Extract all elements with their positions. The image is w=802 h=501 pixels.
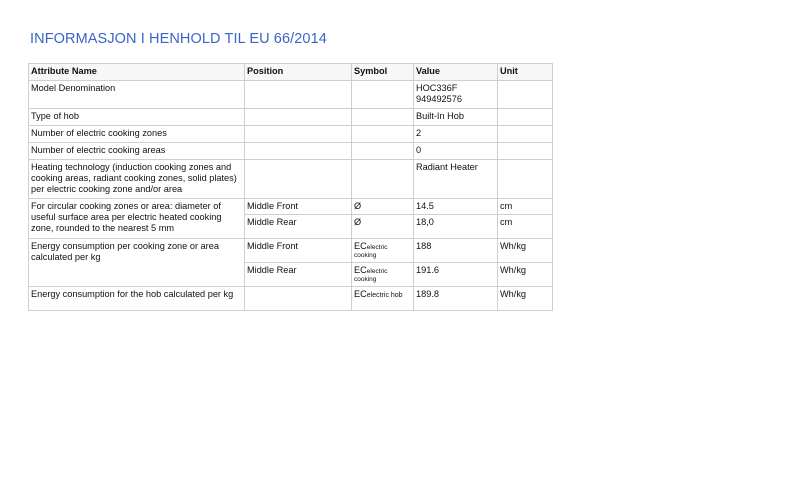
cell-attribute: Number of electric cooking zones xyxy=(29,126,245,143)
table-row-energy-hob xyxy=(29,287,553,311)
header-position: Position xyxy=(245,64,352,81)
header-value: Value xyxy=(414,64,498,81)
cell-value: 18,0 xyxy=(414,215,498,239)
table-row-hob-type xyxy=(29,109,553,126)
symbol-ec: EC xyxy=(354,265,367,275)
symbol-ec: EC xyxy=(354,241,367,251)
cell-symbol xyxy=(352,287,414,311)
header-attribute-name: Attribute Name xyxy=(29,64,245,81)
cell-attribute: Heating technology (induction cooking zones and cooking areas, radiant cooking zones, solid plates) per electric cooking zone and/or area xyxy=(29,160,245,199)
table-row-areas xyxy=(29,143,553,160)
cell-symbol xyxy=(352,239,414,263)
cell-unit xyxy=(498,143,553,160)
page-title: INFORMASJON I HENHOLD TIL EU 66/2014 xyxy=(30,31,327,47)
cell-value: 188 xyxy=(414,239,498,263)
cell-attribute: Energy consumption for the hob calculated per kg xyxy=(29,287,245,311)
cell-position xyxy=(245,81,352,109)
cell-position xyxy=(245,287,352,311)
table-row-heating xyxy=(29,160,553,199)
cell-unit: cm xyxy=(498,199,553,215)
product-info-table xyxy=(28,63,553,311)
cell-symbol xyxy=(352,126,414,143)
header-unit: Unit xyxy=(498,64,553,81)
symbol-ec: EC xyxy=(354,289,367,299)
cell-symbol xyxy=(352,143,414,160)
cell-symbol: Ø xyxy=(352,215,414,239)
symbol-subscript: electric hob xyxy=(366,292,403,299)
cell-unit: Wh/kg xyxy=(498,287,553,311)
cell-symbol xyxy=(352,263,414,287)
symbol-subscript-line2: cooking xyxy=(354,276,377,283)
cell-position xyxy=(245,143,352,160)
table-header-row xyxy=(29,64,553,81)
cell-value xyxy=(414,81,498,109)
cell-attribute: Energy consumption per cooking zone or area calculated per kg xyxy=(29,239,245,287)
cell-position: Middle Front xyxy=(245,239,352,263)
cell-position xyxy=(245,126,352,143)
table-row-energy-zone-front xyxy=(29,239,553,263)
table-row-model xyxy=(29,81,553,109)
cell-position xyxy=(245,109,352,126)
symbol-subscript: electric xyxy=(366,268,388,275)
table-row-zones xyxy=(29,126,553,143)
cell-symbol xyxy=(352,109,414,126)
cell-value: 191.6 xyxy=(414,263,498,287)
cell-value: 14.5 xyxy=(414,199,498,215)
cell-value: 0 xyxy=(414,143,498,160)
cell-position: Middle Rear xyxy=(245,263,352,287)
cell-attribute: For circular cooking zones or area: diameter of useful surface area per electric heated cooking zone, rounded to the nearest 5 mm xyxy=(29,199,245,239)
symbol-subscript: electric xyxy=(366,244,388,251)
cell-unit xyxy=(498,126,553,143)
cell-attribute: Type of hob xyxy=(29,109,245,126)
cell-unit xyxy=(498,81,553,109)
cell-unit: Wh/kg xyxy=(498,263,553,287)
product-number: 949492576 xyxy=(416,94,462,104)
cell-attribute: Model Denomination xyxy=(29,81,245,109)
cell-symbol xyxy=(352,160,414,199)
cell-unit xyxy=(498,109,553,126)
cell-unit: Wh/kg xyxy=(498,239,553,263)
header-symbol: Symbol xyxy=(352,64,414,81)
cell-position xyxy=(245,160,352,199)
cell-position: Middle Rear xyxy=(245,215,352,239)
model-code: HOC336F xyxy=(416,83,458,93)
cell-attribute: Number of electric cooking areas xyxy=(29,143,245,160)
cell-unit: cm xyxy=(498,215,553,239)
cell-symbol xyxy=(352,81,414,109)
symbol-subscript-line2: cooking xyxy=(354,252,377,259)
cell-value: Built-In Hob xyxy=(414,109,498,126)
cell-unit xyxy=(498,160,553,199)
cell-value: Radiant Heater xyxy=(414,160,498,199)
cell-symbol: Ø xyxy=(352,199,414,215)
cell-position: Middle Front xyxy=(245,199,352,215)
cell-value: 2 xyxy=(414,126,498,143)
table-row-diameter-front xyxy=(29,199,553,215)
cell-value: 189.8 xyxy=(414,287,498,311)
